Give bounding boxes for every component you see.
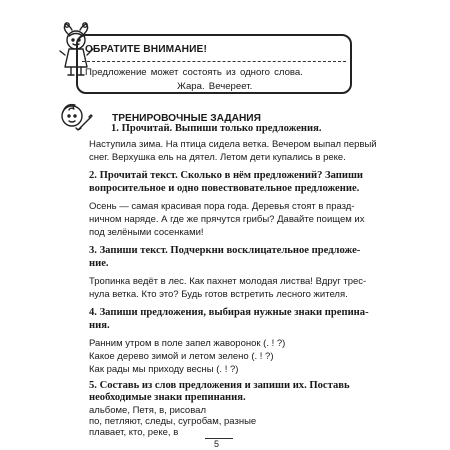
task-5-line: альбоме, Петя, в, рисовал <box>89 405 206 416</box>
task-1-title: 1. Прочитай. Выпиши только предложения. <box>111 123 322 134</box>
task-4-line: Как рады мы приходу весны (. ! ?) <box>89 364 239 375</box>
task-3-line: Тропинка ведёт в лес. Как пахнет молодая листва! Вдруг трес- <box>89 276 367 287</box>
task-4-title-line: ния. <box>89 320 110 331</box>
task-3-title-line: ние. <box>89 258 109 269</box>
notice-title: ОБРАТИТЕ ВНИМАНИЕ! <box>85 44 207 55</box>
task-2-title-line: вопросительное и одно повествовательное предложение. <box>89 183 360 194</box>
task-5-title-line: необходимые знаки препинания. <box>89 392 246 403</box>
page-number: 5 <box>214 439 220 449</box>
notice-box <box>76 34 352 94</box>
task-3-title-line: 3. Запиши текст. Подчеркни восклицательное предложе- <box>89 245 361 256</box>
task-4-line: Какое дерево зимой и летом зелено (. ! ?) <box>89 351 274 362</box>
task-2-title-line: 2. Прочитай текст. Сколько в нём предложений? Запиши <box>89 170 364 181</box>
task-1-line: Наступила зима. На птица сидела ветка. Вечером выпал первый <box>89 139 377 150</box>
task-1-line: снег. Верхушка ель на дятел. Летом дети купались в реке. <box>89 152 346 163</box>
task-5-line: по, петляют, следы, сугробам, разные <box>89 416 257 427</box>
notice-rule-text: Предложение может состоять из одного слова. <box>85 67 303 78</box>
task-4-line: Ранним утром в поле запел жаворонок (. ! ?) <box>89 338 286 349</box>
task-5-title-line: 5. Составь из слов предложения и запиши их. Поставь <box>89 380 350 391</box>
notice-divider <box>82 61 346 62</box>
task-2-line: Осень — самая красивая пора года. Деревья стоят в празд- <box>89 201 355 212</box>
boy-with-pencil-icon <box>56 100 96 140</box>
section-title: ТРЕНИРОВОЧНЫЕ ЗАДАНИЯ <box>112 113 261 124</box>
task-2-line: под зелёными сосенками! <box>89 227 204 238</box>
task-3-line: нула ветка. Кто это? Будь готов встретить лесного жителя. <box>89 289 348 300</box>
notice-example: Жара. Вечереет. <box>177 81 253 92</box>
task-5-line: плавает, кто, реке, в <box>89 427 179 438</box>
task-4-title-line: 4. Запиши предложения, выбирая нужные знаки препина- <box>89 307 369 318</box>
task-2-line: ничном наряде. А где же прячутся грибы? Давайте поищем их <box>89 214 365 225</box>
